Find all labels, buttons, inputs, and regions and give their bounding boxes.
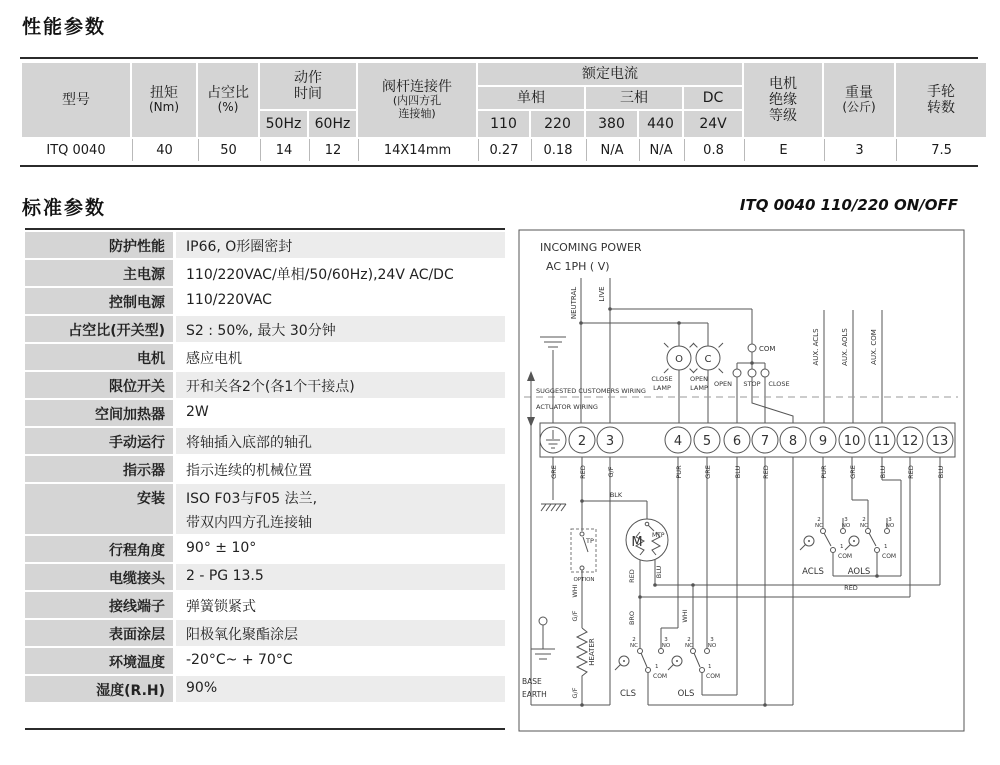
spec-value: IP66, O形圈密封	[176, 232, 505, 258]
spec-list	[25, 228, 505, 730]
cell-insulation: E	[744, 139, 822, 161]
list-item	[25, 564, 505, 590]
spec-value: 2W	[186, 404, 209, 420]
mtp-label: MTP	[652, 532, 665, 539]
contact-number: 2	[817, 517, 821, 523]
tp-label: TP	[586, 537, 594, 545]
spec-value: 感应电机	[186, 351, 242, 367]
list-item	[25, 372, 505, 398]
close-lamp-label2: LAMP	[653, 384, 671, 392]
terminal-number: 10	[843, 434, 861, 449]
close-lamp-symbol: O	[675, 354, 683, 365]
performance-section-title: 性能参数	[22, 16, 107, 38]
col-header-duty: 占空比 (%)	[198, 63, 258, 137]
contact-number: 1	[708, 664, 712, 670]
spec-label: 限位开关	[25, 372, 173, 398]
spec-value: 90° ± 10°	[186, 540, 257, 556]
contact-number: 3	[844, 517, 848, 523]
col-header-model: 型号	[22, 63, 130, 137]
spec-label: 主电源	[25, 260, 173, 286]
wire-color: G/F	[571, 687, 579, 699]
col-header-stem: 阀杆连接件 (内四方孔 连接轴)	[358, 63, 476, 137]
wire-color: GRE	[849, 465, 857, 479]
wire-color: RED	[844, 584, 858, 592]
col-header-50hz: 50Hz	[260, 111, 307, 137]
aols-label: AOLS	[847, 567, 871, 577]
wire-color: G/F	[571, 610, 579, 622]
list-item	[25, 592, 505, 618]
cls-label: CLS	[619, 689, 637, 699]
contact-number: 2	[687, 637, 691, 643]
spec-label: 表面涂层	[25, 620, 173, 646]
standard-section-title: 标准参数	[22, 197, 107, 219]
list-item	[25, 456, 505, 482]
wire-color: GRE	[550, 465, 558, 479]
contact-label: COM	[706, 673, 721, 680]
wire-color: PUR	[820, 465, 828, 479]
contact-label: NO	[661, 643, 671, 649]
contact-number: 3	[710, 637, 714, 643]
contact-label: NC	[815, 523, 823, 529]
incoming-power-label: INCOMING POWER	[540, 241, 642, 254]
wire-color: RED	[628, 569, 636, 583]
spec-value: 将轴插入底部的轴孔	[176, 428, 505, 454]
terminal-number: 11	[873, 434, 891, 449]
stop-button-label: STOP	[743, 380, 761, 388]
spec-value: 2 - PG 13.5	[176, 564, 505, 590]
spec-label: 湿度(R.H)	[25, 676, 173, 702]
terminal-number: 7	[760, 434, 770, 449]
col-header-dc: DC	[684, 87, 742, 109]
contact-label: COM	[653, 673, 668, 680]
close-lamp-label: CLOSE	[651, 375, 673, 383]
spec-label: 控制电源	[25, 288, 173, 314]
wire-color: BLU	[655, 565, 663, 579]
contact-number: 3	[888, 517, 892, 523]
contact-number: 1	[655, 664, 659, 670]
list-item	[25, 288, 505, 314]
col-header-weight: 重量 (公斤)	[824, 63, 894, 137]
spec-value: 90%	[176, 676, 505, 702]
terminal-number: 4	[673, 434, 683, 449]
wire-color: G/F	[607, 466, 615, 478]
col-header-three-phase: 三相	[586, 87, 682, 109]
spec-label: 安装	[25, 484, 173, 534]
ac-phase-label: AC 1PH ( V)	[546, 260, 610, 273]
contact-label: NC	[860, 523, 868, 529]
cell-time-50hz: 14	[260, 139, 307, 161]
ols-label: OLS	[677, 689, 695, 699]
contact-label: NC	[685, 643, 693, 649]
terminal-number: 3	[605, 434, 615, 449]
contact-label: COM	[838, 553, 853, 560]
col-header-rated-current: 额定电流	[478, 63, 742, 85]
cell-380: N/A	[586, 139, 637, 161]
list-item	[25, 344, 505, 370]
contact-label: NO	[885, 523, 895, 529]
terminal-number: 2	[577, 434, 587, 449]
wire-color: BLU	[879, 465, 887, 479]
spec-label: 手动运行	[25, 428, 173, 454]
list-item	[25, 232, 505, 258]
spec-value: S2 : 50%, 最大 30分钟	[176, 316, 505, 342]
col-header-handwheel: 手轮 转数	[896, 63, 986, 137]
spec-label: 电缆接头	[25, 564, 173, 590]
customer-wiring-label: SUGGESTED CUSTOMERS WIRING	[536, 387, 646, 395]
contact-number: 1	[884, 544, 888, 550]
spec-label: 防护性能	[25, 232, 173, 258]
spec-label: 行程角度	[25, 536, 173, 562]
contact-number: 1	[840, 544, 844, 550]
wire-color: RED	[762, 465, 770, 479]
heater-label: HEATER	[588, 638, 596, 666]
col-header-440v: 440	[639, 111, 682, 137]
open-lamp-label: OPEN	[689, 375, 709, 383]
col-header-380v: 380	[586, 111, 637, 137]
cell-handwheel: 7.5	[896, 139, 986, 161]
contact-number: 2	[862, 517, 866, 523]
terminal-strip	[540, 427, 953, 453]
motor-symbol: M	[631, 535, 643, 550]
cell-model: ITQ 0040	[22, 139, 130, 161]
live-label: LIVE	[598, 286, 606, 302]
terminal-number: 8	[788, 434, 798, 449]
wire-color: RED	[907, 465, 915, 479]
terminal-number: 9	[818, 434, 828, 449]
spec-label: 环境温度	[25, 648, 173, 674]
spec-label: 电机	[25, 344, 173, 370]
col-header-operating-time: 动作 时间	[260, 63, 356, 109]
spec-value: -20°C~ + 70°C	[186, 652, 293, 668]
cell-110: 0.27	[478, 139, 529, 161]
base-earth-label: BASE	[522, 677, 542, 686]
cell-duty: 50	[198, 139, 258, 161]
spec-value: 110/220VAC/单相/50/60Hz),24V AC/DC	[186, 267, 454, 283]
wire-color: WHI	[681, 609, 689, 623]
list-item	[25, 536, 505, 562]
list-item	[25, 676, 505, 702]
list-item	[25, 648, 505, 674]
com-label: COM	[759, 345, 776, 353]
contact-number: 2	[632, 637, 636, 643]
list-item	[25, 620, 505, 646]
col-header-insulation: 电机 绝缘 等级	[744, 63, 822, 137]
spec-value: ISO F03与F05 法兰, 带双内四方孔连接轴	[176, 484, 505, 534]
cell-220: 0.18	[531, 139, 584, 161]
open-button-label: OPEN	[713, 380, 733, 388]
terminal-number: 6	[732, 434, 742, 449]
spec-label: 接线端子	[25, 592, 173, 618]
list-item	[25, 428, 505, 454]
col-header-110v: 110	[478, 111, 529, 137]
aux-aols-label: AUX. AOLS	[841, 328, 849, 366]
aux-acls-label: AUX. ACLS	[812, 328, 820, 366]
terminal-number: 5	[702, 434, 712, 449]
col-header-24v: 24V	[684, 111, 742, 137]
col-header-60hz: 60Hz	[309, 111, 356, 137]
contact-number: 3	[664, 637, 668, 643]
spec-value: 指示连续的机械位置	[186, 463, 312, 479]
spec-value: 开和关各2个(各1个干接点)	[176, 372, 505, 398]
contact-label: NO	[841, 523, 851, 529]
base-earth-label2: EARTH	[522, 690, 547, 699]
col-header-220v: 220	[531, 111, 584, 137]
spec-value: 阳极氧化聚酯涂层	[176, 620, 505, 646]
wiring-diagram	[518, 228, 965, 733]
table-row	[22, 139, 986, 161]
cell-weight: 3	[824, 139, 894, 161]
cell-stem: 14X14mm	[358, 139, 476, 161]
spec-value: 弹簧锁紧式	[186, 599, 256, 615]
option-label: OPTION	[573, 577, 595, 583]
terminal-number: 12	[901, 434, 919, 449]
wire-color: WHI	[571, 584, 579, 598]
neutral-label: NEUTRAL	[570, 286, 578, 320]
cell-torque: 40	[132, 139, 196, 161]
acls-label: ACLS	[802, 567, 824, 577]
cell-time-60hz: 12	[309, 139, 356, 161]
wire-color: BLU	[937, 465, 945, 479]
col-header-single-phase: 单相	[478, 87, 584, 109]
spec-label: 占空比(开关型)	[25, 316, 173, 342]
spec-label: 指示器	[25, 456, 173, 482]
list-item	[25, 316, 505, 342]
list-item	[25, 484, 505, 534]
list-item	[25, 400, 505, 426]
wiring-diagram-title: ITQ 0040 110/220 ON/OFF	[739, 196, 958, 214]
aux-com-label: AUX. COM	[870, 329, 878, 365]
actuator-wiring-label: ACTUATOR WIRING	[536, 403, 598, 411]
col-header-torque: 扭矩 (Nm)	[132, 63, 196, 137]
wire-color: RED	[579, 465, 587, 479]
open-lamp-symbol: C	[704, 354, 712, 365]
contact-label: NO	[707, 643, 717, 649]
wire-color: BLK	[609, 491, 623, 499]
wire-color: PUR	[675, 465, 683, 479]
spec-value: 110/220VAC	[186, 292, 272, 308]
contact-label: COM	[882, 553, 897, 560]
spec-label: 空间加热器	[25, 400, 173, 426]
performance-table	[20, 57, 978, 167]
list-item	[25, 260, 505, 286]
contact-label: NC	[630, 643, 638, 649]
wire-color: BRO	[628, 610, 636, 626]
cell-440: N/A	[639, 139, 682, 161]
open-lamp-label2: LAMP	[690, 384, 708, 392]
wire-color: BLU	[734, 465, 742, 479]
terminal-number: 13	[931, 434, 949, 449]
cell-24v: 0.8	[684, 139, 742, 161]
wire-color: GRE	[704, 465, 712, 479]
close-button-label: CLOSE	[768, 380, 790, 388]
